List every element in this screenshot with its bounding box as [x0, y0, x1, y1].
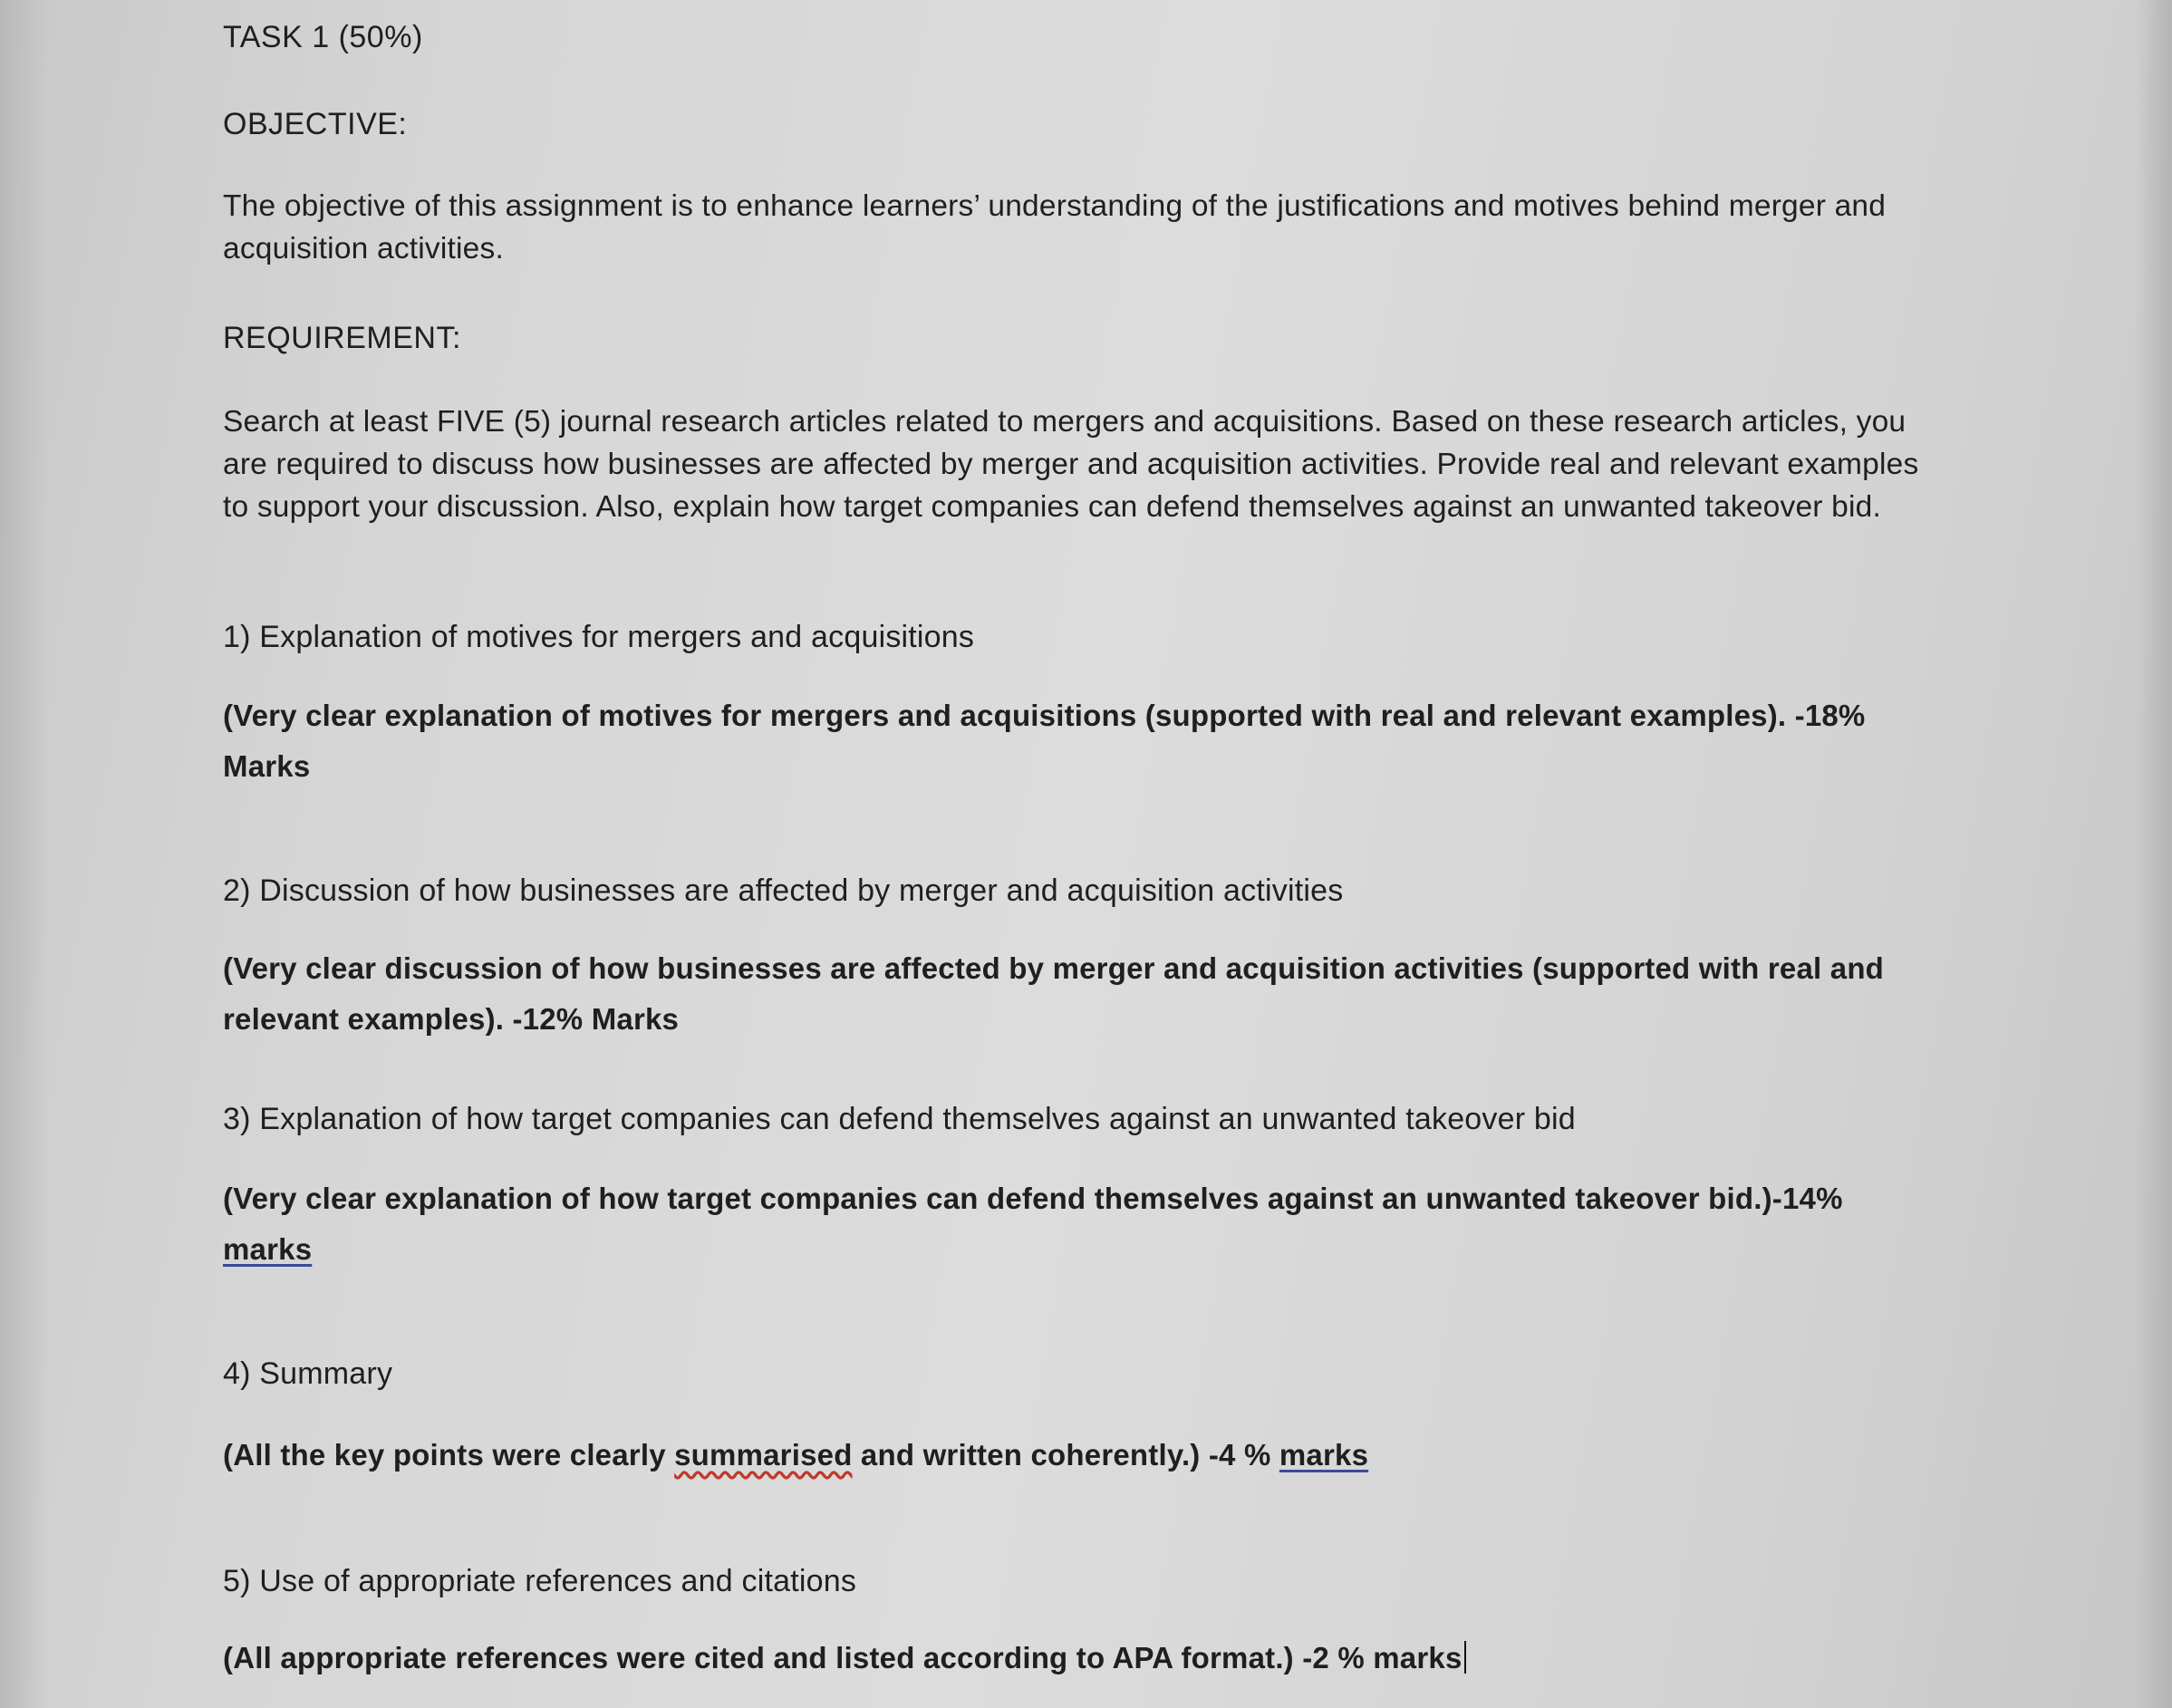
item-1-criteria: (Very clear explanation of motives for mergers and acquisitions (supported with real and relevant examples). -18% Marks: [223, 699, 1866, 783]
item-4-criteria-start: (All the key points were clearly: [223, 1438, 675, 1472]
item-5-criteria-text: (All appropriate references were cited and listed according to APA format.) -2 % marks: [223, 1641, 1462, 1674]
item-2-criteria: (Very clear discussion of how businesses are affected by merger and acquisition activities (supported with real and relevant examples). -12% Marks: [223, 951, 1885, 1036]
requirement-text: Search at least FIVE (5) journal research articles related to mergers and acquisitions. Based on these research articles, you are required to discuss how businesses are affected by merger and acquisition activities. Provide real and relevant examples to support your discussion. Also, explain how target companies can defend themselves against an unwanted takeover bid.: [223, 405, 1919, 524]
item-3-criteria: [223, 1173, 1926, 1275]
document-page[interactable]: [223, 0, 1945, 1708]
item-5-criteria: [223, 1633, 1926, 1684]
item-2-title: 2) Discussion of how businesses are affected by merger and acquisition activities: [223, 873, 1344, 908]
item-4-title: 4) Summary: [223, 1356, 393, 1391]
item-3-criteria-text: (Very clear explanation of how target companies can defend themselves against an unwanted takeover bid.)-14%: [223, 1182, 1843, 1215]
item-4-criteria-middle: and written coherently.) -4 %: [852, 1438, 1279, 1472]
item-5-title: 5) Use of appropriate references and citations: [223, 1564, 857, 1598]
objective-text: The objective of this assignment is to enhance learners’ understanding of the justifications and motives behind merger and acquisition activities.: [223, 189, 1887, 265]
item-4-criteria: [223, 1430, 1926, 1481]
item-4-marks-underlined: marks: [1279, 1438, 1369, 1472]
spellcheck-flagged-word[interactable]: summarised: [674, 1438, 853, 1472]
left-edge-shadow: [0, 0, 50, 1708]
requirement-heading: REQUIREMENT:: [223, 321, 461, 355]
right-edge-shadow: [2136, 0, 2172, 1708]
task-title: TASK 1 (50%): [223, 20, 423, 54]
objective-heading: OBJECTIVE:: [223, 107, 408, 141]
text-cursor: [1464, 1641, 1466, 1674]
item-1-title: 1) Explanation of motives for mergers and acquisitions: [223, 620, 975, 654]
item-3-title: 3) Explanation of how target companies can defend themselves against an unwanted takeover bid: [223, 1102, 1576, 1136]
item-3-marks-underlined: marks: [223, 1232, 313, 1266]
